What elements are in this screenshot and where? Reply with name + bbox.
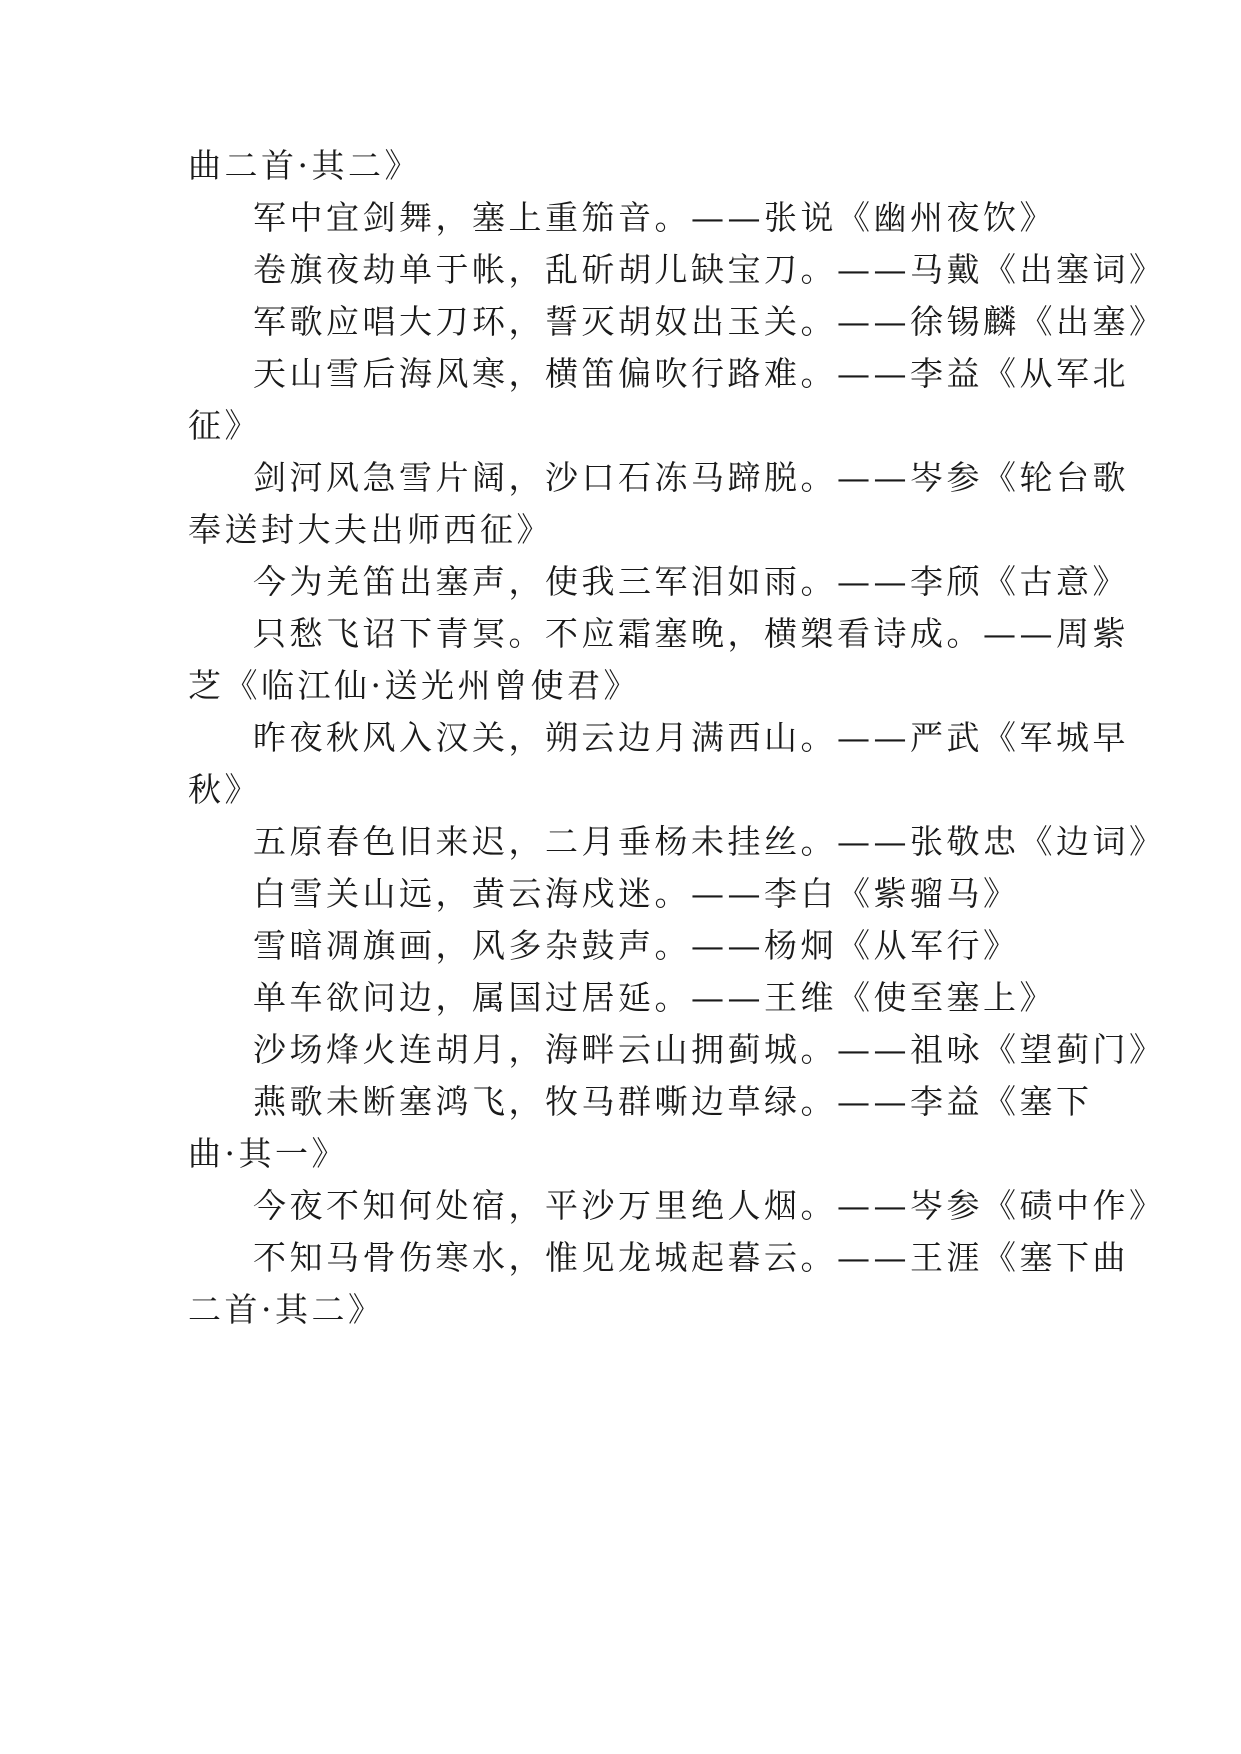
verse-line: 只愁飞诏下青冥。不应霜塞晚，横槊看诗成。——周紫 (253, 614, 1129, 653)
verse-line: 沙场烽火连胡月，海畔云山拥蓟城。——祖咏《望蓟门》 (253, 1030, 1166, 1069)
verse-line: 雪暗凋旗画，风多杂鼓声。——杨炯《从军行》 (253, 926, 1020, 965)
continuation-line: 秋》 (188, 770, 261, 809)
verse-line: 今为羌笛出塞声，使我三军泪如雨。——李颀《古意》 (253, 562, 1129, 601)
verse-line: 昨夜秋风入汉关，朔云边月满西山。——严武《军城早 (253, 718, 1129, 757)
continuation-line: 曲二首·其二》 (188, 146, 421, 185)
continuation-line: 曲·其一》 (188, 1134, 348, 1173)
verse-line: 不知马骨伤寒水，惟见龙城起暮云。——王涯《塞下曲 (253, 1238, 1129, 1277)
continuation-line: 奉送封大夫出师西征》 (188, 510, 553, 549)
continuation-line: 芝《临江仙·送光州曾使君》 (188, 666, 640, 705)
verse-line: 燕歌未断塞鸿飞，牧马群嘶边草绿。——李益《塞下 (253, 1082, 1093, 1121)
verse-line: 五原春色旧来迟，二月垂杨未挂丝。——张敬忠《边词》 (253, 822, 1166, 861)
verse-line: 天山雪后海风寒，横笛偏吹行路难。——李益《从军北 (253, 354, 1129, 393)
verse-line: 卷旗夜劫单于帐，乱斫胡儿缺宝刀。——马戴《出塞词》 (253, 250, 1166, 289)
verse-line: 白雪关山远，黄云海戍迷。——李白《紫骝马》 (253, 874, 1020, 913)
verse-line: 剑河风急雪片阔，沙口石冻马蹄脱。——岑参《轮台歌 (253, 458, 1129, 497)
verse-line: 单车欲问边，属国过居延。——王维《使至塞上》 (253, 978, 1056, 1017)
verse-line: 军歌应唱大刀环，誓灭胡奴出玉关。——徐锡麟《出塞》 (253, 302, 1166, 341)
verse-line: 今夜不知何处宿，平沙万里绝人烟。——岑参《碛中作》 (253, 1186, 1166, 1225)
verse-line: 军中宜剑舞，塞上重笳音。——张说《幽州夜饮》 (253, 198, 1056, 237)
continuation-line: 征》 (188, 406, 261, 445)
continuation-line: 二首·其二》 (188, 1290, 385, 1329)
